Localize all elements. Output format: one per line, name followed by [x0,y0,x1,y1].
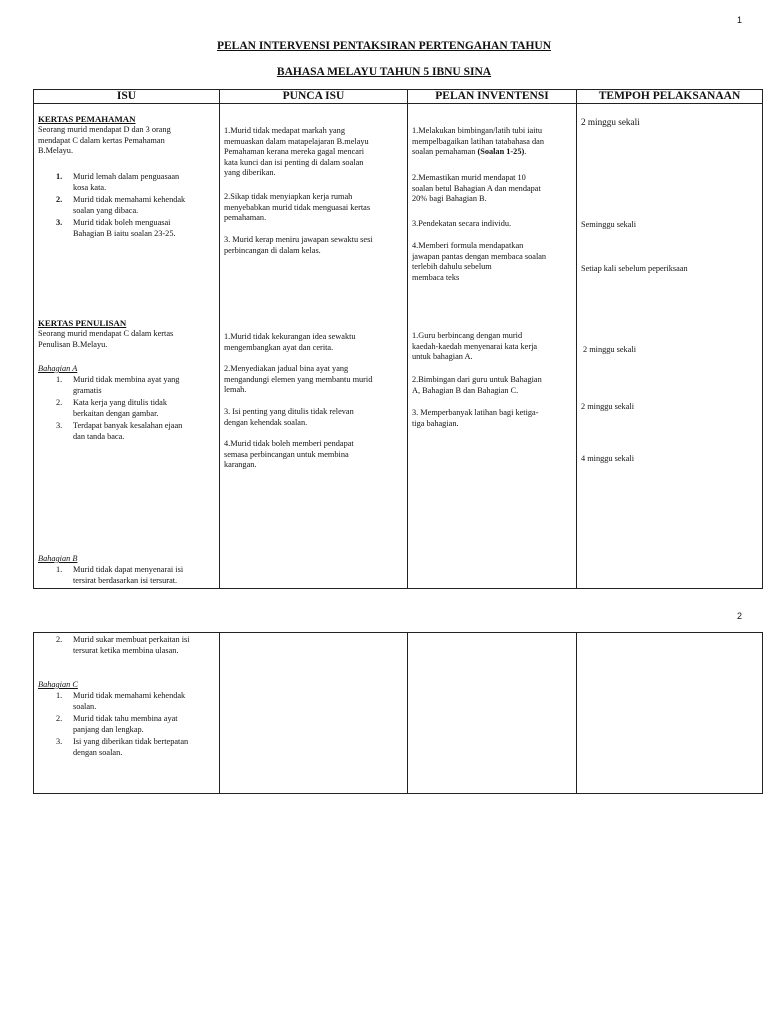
tempoh-penulisan-3: 4 minggu sekali [581,454,635,463]
punca-pemahaman-3: 3. Murid kerap meniru jawapan sewaktu sesi perbincangan di dalam kelas. [224,235,373,255]
punca-penulisan-3: 3. Isi penting yang ditulis tidak relevan dengan kehendak soalan. [224,407,354,427]
punca-penulisan-4: 4.Murid tidak boleh memberi pendapat semasa perbincangan untuk membina karangan. [224,439,354,470]
pelan-penulisan-3: 3. Memperbanyak latihan bagi ketiga- tiga bahagian. [412,408,539,428]
isu-cell: KERTAS PEMAHAMAN Seorang murid mendapat D dan 3 orang mendapat C dalam kertas Pemahaman B.Melayu. 1. Murid lemah dalam penguasaan kosa kata. 2. Murid tidak memahami kehendak soalan yang dibaca. 3. Murid tidak boleh menguasai Bahagian B iaitu soalan 23-25. KERTAS PENULISAN Seorang murid mendapat C dalam kertas Penulisan B.Melayu. Bahagian A 1. Murid tidak membina ayat yang gramatis 2. Kata kerja yang ditulis tidak berkaitan dengan gambar. 3. Terdapat banyak kesalahan ejaan dan tanda baca. Bahagian B 1. Murid tidak dapat menyenarai isi tersirat berdasarkan isi tersurat. [34,104,220,589]
pelan-pemahaman-1: 1.Melakukan bimbingan/latih tubi iaitu mempelbagaikan latihan tatabahasa dan soalan pemahaman (Soalan 1-25). [412,126,545,157]
bahagian-b-label: Bahagian B [38,554,78,563]
isu-cell-page-2: 2. Murid sukar membuat perkaitan isi tersurat ketika membina ulasan. Bahagian C 1. Murid tidak memahami kehendak soalan. 2. Murid tidak tahu membina ayat panjang dan lengkap. 3. Isi yang diberikan tidak bertepatan dengan soalan. [34,633,220,794]
bahagian-a-label: Bahagian A [38,364,78,373]
intervention-table-page-1 [33,89,763,589]
tempoh-cell-page-2 [577,633,763,794]
tempoh-pemahaman-2: Seminggu sekali [581,220,637,229]
kertas-pemahaman-heading: KERTAS PEMAHAMAN [38,114,136,124]
pelan-pemahaman-3: 3.Pendekatan secara individu. [412,219,512,228]
pelan-pemahaman-4: 4.Memberi formula mendapatkan jawapan pantas dengan membaca soalan terlebih dahulu sebelum membaca teks [412,241,547,282]
pelan-penulisan-2: 2.Bimbingan dari guru untuk Bahagian A, Bahagian B dan Bahagian C. [412,375,542,395]
punca-penulisan-2: 2.Menyediakan jadual bina ayat yang mengandungi elemen yang membantu murid lemah. [224,364,373,395]
tempoh-cell [577,104,763,589]
pelan-penulisan-1: 1.Guru berbincang dengan murid kaedah-kaedah menyenarai kata kerja untuk bahagian A. [412,331,538,362]
punca-penulisan-1: 1.Murid tidak kekurangan idea sewaktu mengembangkan ayat dan cerita. [224,332,356,352]
tempoh-penulisan-1: 2 minggu sekali [583,345,637,354]
bahagian-c-label: Bahagian C [38,680,78,689]
page-number-1: 1 [737,15,743,25]
punca-pemahaman-1: 1.Murid tidak medapat markah yang memuaskan dalam matapelajaran B.melayu Pemahaman kerana mereka gagal mencari kata kunci dan isi penting di dalam soalan yang diberikan. [224,126,369,178]
punca-pemahaman-2: 2.Sikap tidak menyiapkan kerja rumah menyebabkan murid tidak menguasai kertas pemahaman. [224,192,371,223]
penulisan-intro: Seorang murid mendapat C dalam kertas Penulisan B.Melayu. [38,329,174,349]
tempoh-pemahaman-3: Setiap kali sebelum peperiksaan [581,264,688,273]
document-subtitle: BAHASA MELAYU TAHUN 5 IBNU SINA [276,66,492,78]
pelan-cell-page-2 [408,633,577,794]
header-punca-isu: PUNCA ISU [220,90,408,104]
pemahaman-intro: Seorang murid mendapat D dan 3 orang mendapat C dalam kertas Pemahaman B.Melayu. [38,125,171,156]
kertas-penulisan-heading: KERTAS PENULISAN [38,318,127,328]
document-title: PELAN INTERVENSI PENTAKSIRAN PERTENGAHAN TAHUN [216,40,552,52]
tempoh-penulisan-2: 2 minggu sekali [581,402,635,411]
page-number-2: 2 [737,611,743,621]
header-isu: ISU [34,90,220,104]
header-tempoh: TEMPOH PELAKSANAAN [577,90,763,104]
punca-isu-cell [220,104,408,589]
tempoh-pemahaman-1: 2 minggu sekali [581,117,640,127]
punca-isu-cell-page-2 [220,633,408,794]
intervention-table-page-2 [33,632,763,794]
pelan-pemahaman-2: 2.Memastikan murid mendapat 10 soalan betul Bahagian A dan mendapat 20% bagi Bahagian B. [412,173,541,204]
header-pelan-inventensi: PELAN INVENTENSI [408,90,577,104]
pelan-cell [408,104,577,589]
